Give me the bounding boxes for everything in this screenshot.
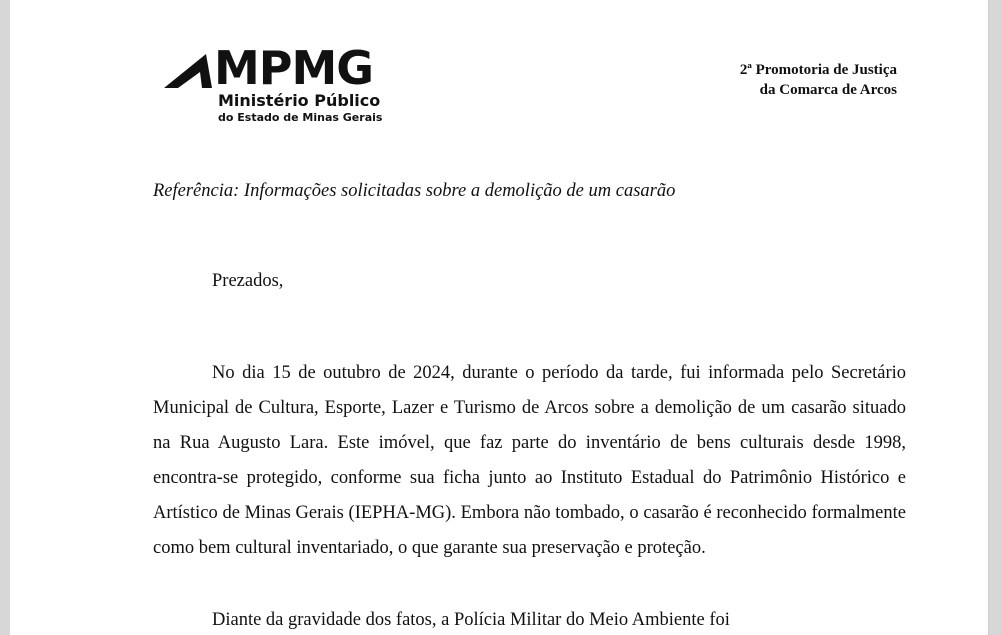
logo-line-1: Ministério Público	[218, 91, 381, 110]
paragraph-2: Diante da gravidade dos fatos, a Polícia Militar do Meio Ambiente foi	[212, 610, 730, 630]
mpmg-logo	[162, 41, 392, 134]
greeting: Prezados,	[212, 271, 284, 291]
logo-line-2: do Estado de Minas Gerais	[218, 111, 383, 124]
logo-acronym: MPMG	[214, 41, 374, 95]
paragraph-1: No dia 15 de outubro de 2024, durante o período da tarde, fui informada pelo Secretário Municipal de Cultura, Esporte, Lazer e Turismo de Arcos sobre a demolição de um casarão situado na Rua Augusto Lara. Este imóvel, que faz parte do inventário de bens culturais desde 1998, encontra-se protegido, conforme sua ficha junto ao Instituto Estadual do Patrimônio Histórico e Artístico de Minas Gerais (IEPHA-MG). Embora não tombado, o casarão é reconhecido formalmente como bem cultural inventariado, o que garante sua preservação e proteção.	[153, 363, 906, 558]
reference-line: Referência: Informações solicitadas sobre a demolição de um casarão	[153, 181, 676, 201]
office-line-1: 2ª Promotoria de Justiça	[739, 62, 897, 78]
logo-mark-icon	[162, 50, 222, 90]
office-line-2: da Comarca de Arcos	[759, 82, 897, 98]
office-heading	[740, 60, 897, 100]
document-page	[10, 0, 989, 635]
